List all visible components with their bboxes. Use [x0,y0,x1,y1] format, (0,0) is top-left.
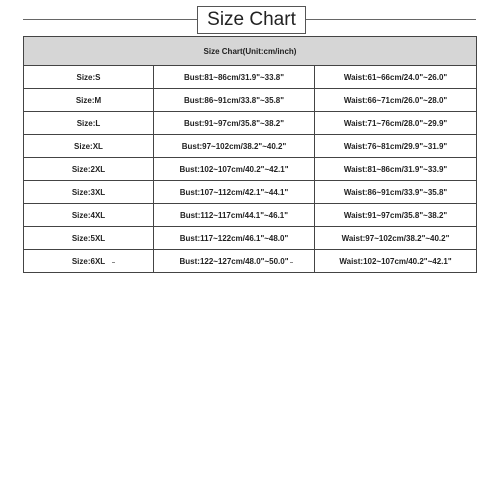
size-cell: Size:4XL [24,204,154,227]
table-header: Size Chart(Unit:cm/inch) [24,37,477,66]
waist-cell: Waist:61~66cm/24.0"~26.0" [315,66,477,89]
table-row [24,158,477,181]
size-cell: Size:XL [24,135,154,158]
column-tick-mark [290,262,293,263]
bust-cell: Bust:122~127cm/48.0"~50.0" [154,250,315,273]
waist-cell: Waist:91~97cm/35.8"~38.2" [315,204,477,227]
bust-cell: Bust:81~86cm/31.9"~33.8" [154,66,315,89]
waist-cell: Waist:97~102cm/38.2"~40.2" [315,227,477,250]
title-bar [0,0,500,36]
waist-cell: Waist:86~91cm/33.9"~35.8" [315,181,477,204]
waist-cell: Waist:76~81cm/29.9"~31.9" [315,135,477,158]
bust-cell: Bust:102~107cm/40.2"~42.1" [154,158,315,181]
size-cell: Size:2XL [24,158,154,181]
size-cell: Size:S [24,66,154,89]
column-tick-mark [112,262,115,263]
table-row [24,204,477,227]
bust-cell: Bust:91~97cm/35.8"~38.2" [154,112,315,135]
size-cell: Size:L [24,112,154,135]
table-row [24,227,477,250]
table-row [24,135,477,158]
size-cell: Size:6XL [24,250,154,273]
title-divider-right [306,19,476,20]
page-title: Size Chart [197,6,306,34]
waist-cell: Waist:102~107cm/40.2"~42.1" [315,250,477,273]
waist-cell: Waist:66~71cm/26.0"~28.0" [315,89,477,112]
table-row [24,250,477,273]
bust-cell: Bust:97~102cm/38.2"~40.2" [154,135,315,158]
bust-cell: Bust:112~117cm/44.1"~46.1" [154,204,315,227]
size-chart-table [23,36,477,273]
table-row [24,66,477,89]
waist-cell: Waist:71~76cm/28.0"~29.9" [315,112,477,135]
bust-cell: Bust:86~91cm/33.8"~35.8" [154,89,315,112]
size-cell: Size:5XL [24,227,154,250]
table-row [24,181,477,204]
bust-cell: Bust:117~122cm/46.1"~48.0" [154,227,315,250]
table-row [24,89,477,112]
table-header-row [24,37,477,66]
waist-cell: Waist:81~86cm/31.9"~33.9" [315,158,477,181]
bust-cell: Bust:107~112cm/42.1"~44.1" [154,181,315,204]
table-row [24,112,477,135]
size-cell: Size:3XL [24,181,154,204]
size-cell: Size:M [24,89,154,112]
title-divider-left [23,19,197,20]
